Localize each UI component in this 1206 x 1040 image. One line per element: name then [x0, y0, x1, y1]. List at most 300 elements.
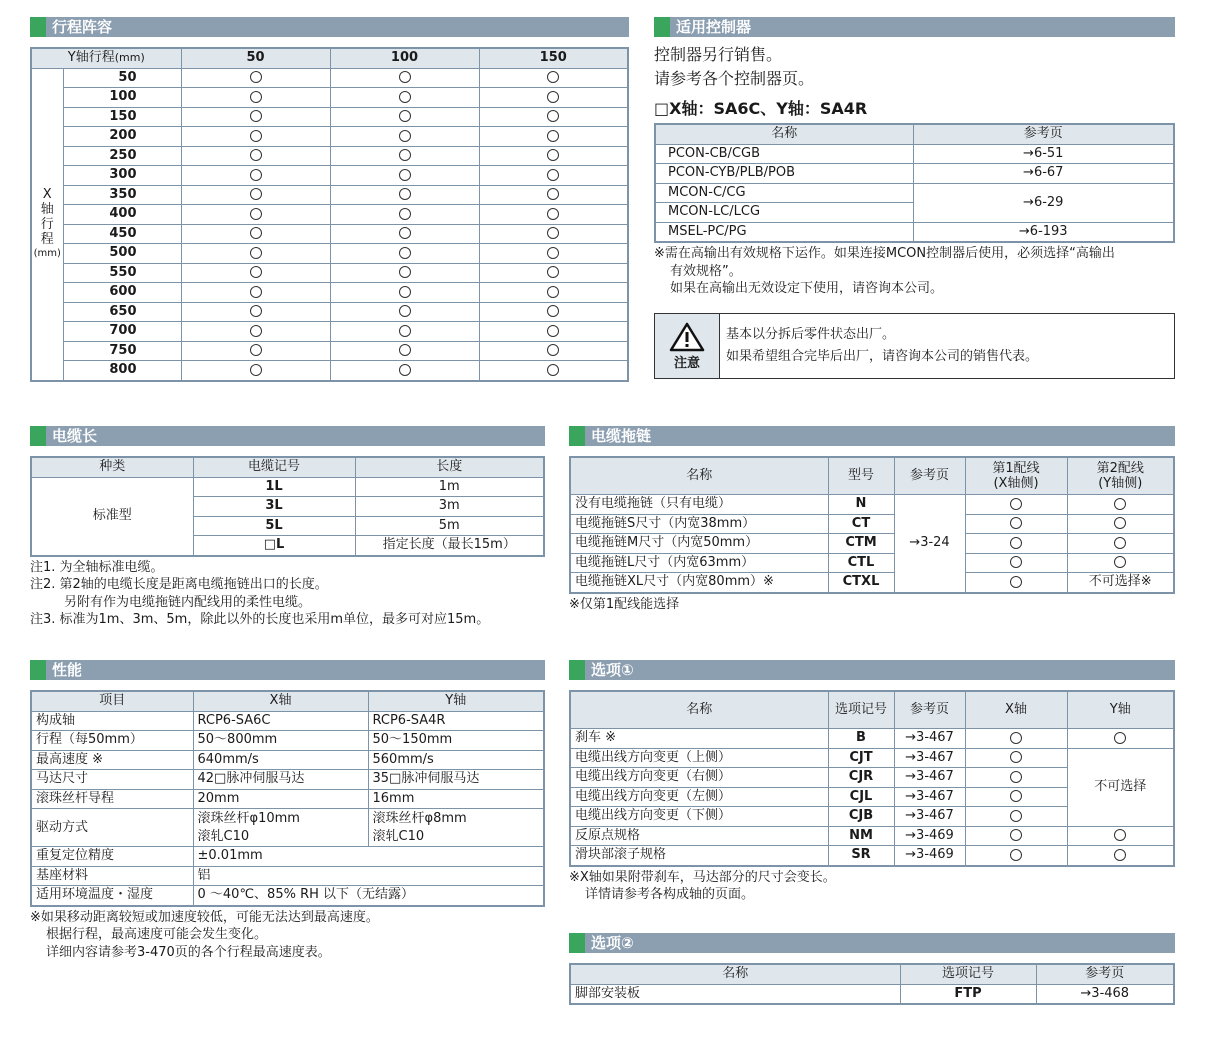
perf-x: 50～800mm	[193, 731, 368, 751]
chain-col-wire1: 第1配线 (X轴侧)	[965, 457, 1067, 495]
controller-subtitle: □X轴：SA6C、Y轴：SA4R	[654, 99, 868, 118]
chain-wire2	[1067, 534, 1174, 554]
performance-section	[30, 660, 545, 961]
option1-header: 选项①	[569, 660, 1175, 680]
table-row	[655, 183, 1174, 203]
perf-y: 16mm	[368, 789, 544, 809]
stroke-cell	[330, 224, 479, 244]
x-value: 100	[63, 88, 181, 108]
caution-line-2: 如果希望组合完毕后出厂，请咨询本公司的销售代表。	[726, 349, 1039, 364]
x-value: 600	[63, 283, 181, 303]
available-circle-icon	[547, 344, 559, 356]
caution-line-1: 基本以分拆后零件状态出厂。	[726, 327, 896, 342]
option2-head-row	[570, 964, 1174, 984]
available-circle-icon	[547, 305, 559, 317]
cable-col-length: 长度	[355, 457, 544, 477]
table-row	[31, 809, 544, 847]
table-row	[31, 731, 544, 751]
controller-ref: →6-51	[913, 144, 1174, 164]
stroke-cell	[330, 341, 479, 361]
x-value: 750	[63, 341, 181, 361]
cable-chain-table	[569, 456, 1175, 594]
performance-header: 性能	[30, 660, 545, 680]
perf-item: 构成轴	[31, 711, 193, 731]
available-circle-icon	[1114, 517, 1126, 529]
opt1-name: 电缆出线方向变更（上侧）	[570, 748, 828, 768]
x-value: 50	[63, 68, 181, 88]
available-circle-icon	[1114, 556, 1126, 568]
opt1-name: 电缆出线方向变更（下侧）	[570, 807, 828, 827]
opt1-col-name: 名称	[570, 691, 828, 729]
cable-length: 指定长度（最长15m）	[355, 536, 544, 556]
perf-value: 0 ～40℃、85% RH 以下（无结露）	[193, 886, 544, 906]
stroke-cell	[181, 68, 330, 88]
opt1-ref: →3-467	[894, 787, 965, 807]
stroke-cell	[181, 244, 330, 264]
available-circle-icon	[547, 149, 559, 161]
cable-code: □L	[193, 536, 355, 556]
opt1-col-ref: 参考页	[894, 691, 965, 729]
stroke-cell	[479, 88, 628, 108]
stroke-cell	[330, 361, 479, 381]
x-stroke-label	[31, 68, 63, 381]
available-circle-icon	[1010, 751, 1022, 763]
cable-code: 3L	[193, 497, 355, 517]
perf-value: ±0.01mm	[193, 847, 544, 867]
controller-col-ref: 参考页	[913, 124, 1174, 144]
opt1-y	[1067, 729, 1174, 749]
stroke-cell	[330, 283, 479, 303]
opt1-code: NM	[828, 826, 894, 846]
controller-ref: →6-193	[913, 222, 1174, 242]
table-row	[31, 847, 544, 867]
stroke-cell	[479, 244, 628, 264]
controller-name: MCON-C/CG	[655, 183, 913, 203]
stroke-cell	[330, 302, 479, 322]
controller-intro-1: 控制器另行销售。	[654, 45, 783, 64]
x-stroke-label-char: 行	[40, 217, 54, 232]
available-circle-icon	[250, 71, 262, 83]
table-row	[31, 205, 628, 225]
available-circle-icon	[399, 227, 411, 239]
chain-ref: →3-24	[894, 495, 965, 593]
available-circle-icon	[1114, 537, 1126, 549]
stroke-lineup-section	[30, 17, 629, 382]
perf-note-3: 详细内容请参考3-470页的各个行程最高速度表。	[46, 944, 331, 960]
table-row	[31, 88, 628, 108]
perf-y: 35□脉冲伺服马达	[368, 770, 544, 790]
chain-model: CTM	[828, 534, 894, 554]
y-value-2: 150	[479, 48, 628, 68]
stroke-cell	[181, 107, 330, 127]
chain-name: 电缆拖链XL尺寸（内宽80mm）※	[570, 573, 828, 593]
cable-chain-head-row	[570, 457, 1174, 495]
available-circle-icon	[1114, 829, 1126, 841]
opt1-ref: →3-467	[894, 729, 965, 749]
cable-length-head-row	[31, 457, 544, 477]
perf-value: 铝	[193, 866, 544, 886]
table-row	[31, 770, 544, 790]
table-row	[31, 107, 628, 127]
available-circle-icon	[547, 364, 559, 376]
opt1-ref: →3-467	[894, 768, 965, 788]
cable-chain-header: 电缆拖链	[569, 426, 1175, 446]
cable-length-table	[30, 456, 545, 557]
x-stroke-label-char: 程	[40, 232, 54, 247]
stroke-cell	[479, 322, 628, 342]
perf-item: 基座材料	[31, 866, 193, 886]
available-circle-icon	[250, 188, 262, 200]
perf-item: 驱动方式	[31, 809, 193, 847]
opt1-code: B	[828, 729, 894, 749]
cable-col-type: 种类	[31, 457, 193, 477]
x-value: 200	[63, 127, 181, 147]
opt1-code: SR	[828, 846, 894, 866]
table-row	[31, 146, 628, 166]
table-row	[570, 826, 1174, 846]
opt1-name: 电缆出线方向变更（右侧）	[570, 768, 828, 788]
table-row	[570, 748, 1174, 768]
stroke-cell	[181, 341, 330, 361]
cable-code: 5L	[193, 516, 355, 536]
stroke-cell	[330, 185, 479, 205]
controller-note-1: ※需在高输出有效规格下运作。如果连接MCON控制器后使用，必须选择“高输出	[654, 246, 1115, 261]
stroke-cell	[181, 302, 330, 322]
controller-intro-2: 请参考各个控制器页。	[654, 69, 815, 88]
perf-x: 640mm/s	[193, 750, 368, 770]
stroke-cell	[330, 88, 479, 108]
controller-notes	[654, 245, 1175, 298]
chain-wire2	[1067, 495, 1174, 515]
stroke-cell	[479, 146, 628, 166]
available-circle-icon	[250, 344, 262, 356]
stroke-cell	[330, 244, 479, 264]
cable-note-1: 注1. 为全轴标准电缆。	[30, 559, 164, 575]
chain-col-model: 型号	[828, 457, 894, 495]
available-circle-icon	[399, 266, 411, 278]
available-circle-icon	[1010, 732, 1022, 744]
available-circle-icon	[250, 364, 262, 376]
controller-head-row	[655, 124, 1174, 144]
perf-x: 42□脉冲伺服马达	[193, 770, 368, 790]
stroke-cell	[330, 166, 479, 186]
available-circle-icon	[547, 227, 559, 239]
opt1-not-selectable: 不可选择	[1067, 748, 1174, 826]
available-circle-icon	[399, 286, 411, 298]
warning-triangle-icon	[669, 322, 705, 352]
available-circle-icon	[250, 247, 262, 259]
available-circle-icon	[399, 130, 411, 142]
x-value: 250	[63, 146, 181, 166]
cable-chain-section	[569, 426, 1175, 613]
available-circle-icon	[1010, 556, 1022, 568]
stroke-cell	[330, 68, 479, 88]
available-circle-icon	[250, 325, 262, 337]
opt1-y	[1067, 846, 1174, 866]
controller-ref: →6-29	[913, 183, 1174, 222]
table-row	[31, 711, 544, 731]
stroke-cell	[181, 146, 330, 166]
available-circle-icon	[547, 110, 559, 122]
available-circle-icon	[250, 208, 262, 220]
opt1-note-1: ※X轴如果附带刹车，马达部分的尺寸会变长。	[569, 869, 836, 885]
available-circle-icon	[1010, 498, 1022, 510]
perf-x: 滚珠丝杆φ10mm 滚轧C10	[193, 809, 368, 847]
opt1-name: 刹车 ※	[570, 729, 828, 749]
chain-model: CTL	[828, 553, 894, 573]
stroke-cell	[479, 68, 628, 88]
table-row	[31, 750, 544, 770]
opt1-name: 电缆出线方向变更（左侧）	[570, 787, 828, 807]
available-circle-icon	[399, 247, 411, 259]
available-circle-icon	[399, 71, 411, 83]
chain-col-name: 名称	[570, 457, 828, 495]
stroke-cell	[181, 127, 330, 147]
available-circle-icon	[1114, 498, 1126, 510]
stroke-cell	[479, 185, 628, 205]
chain-wire1	[965, 534, 1067, 554]
opt1-note-2: 详情请参考各构成轴的页面。	[585, 887, 755, 902]
x-value: 300	[63, 166, 181, 186]
table-row	[570, 553, 1174, 573]
y-stroke-label: Y轴行程(mm)	[31, 48, 181, 68]
option1-section	[569, 660, 1175, 904]
table-row	[31, 361, 628, 381]
chain-wire2: 不可选择※	[1067, 573, 1174, 593]
x-value: 150	[63, 107, 181, 127]
stroke-cell	[181, 322, 330, 342]
table-row	[31, 886, 544, 906]
stroke-cell	[181, 361, 330, 381]
performance-head-row	[31, 691, 544, 711]
perf-note-1: ※如果移动距离较短或加速度较低，可能无法达到最高速度。	[30, 909, 379, 925]
chain-model: N	[828, 495, 894, 515]
table-row	[31, 477, 544, 497]
caution-label-block	[655, 314, 720, 378]
available-circle-icon	[250, 305, 262, 317]
perf-item: 适用环境温度・湿度	[31, 886, 193, 906]
chain-name: 电缆拖链S尺寸（内宽38mm）	[570, 514, 828, 534]
stroke-cell	[181, 224, 330, 244]
stroke-lineup-header: 行程阵容	[30, 17, 629, 37]
x-stroke-label-char: 轴	[40, 202, 54, 217]
option1-table	[569, 690, 1175, 867]
available-circle-icon	[250, 130, 262, 142]
stroke-cell	[479, 302, 628, 322]
opt1-code: CJL	[828, 787, 894, 807]
opt1-x	[965, 768, 1067, 788]
x-value: 700	[63, 322, 181, 342]
table-row	[570, 495, 1174, 515]
perf-col-item: 项目	[31, 691, 193, 711]
table-row	[31, 166, 628, 186]
available-circle-icon	[1010, 771, 1022, 783]
available-circle-icon	[399, 208, 411, 220]
controller-header: 适用控制器	[654, 17, 1175, 37]
table-row	[31, 341, 628, 361]
controller-name: MSEL-PC/PG	[655, 222, 913, 242]
perf-y: 滚珠丝杆φ8mm 滚轧C10	[368, 809, 544, 847]
controller-note-3: 如果在高输出无效设定下使用，请咨询本公司。	[670, 281, 944, 296]
x-value: 800	[63, 361, 181, 381]
available-circle-icon	[399, 364, 411, 376]
available-circle-icon	[399, 110, 411, 122]
opt1-ref: →3-467	[894, 748, 965, 768]
available-circle-icon	[1114, 849, 1126, 861]
option2-header: 选项②	[569, 933, 1175, 953]
available-circle-icon	[547, 208, 559, 220]
perf-col-y: Y轴	[368, 691, 544, 711]
opt1-code: CJR	[828, 768, 894, 788]
opt1-name: 反原点规格	[570, 826, 828, 846]
x-value: 450	[63, 224, 181, 244]
perf-y: 560mm/s	[368, 750, 544, 770]
available-circle-icon	[1010, 790, 1022, 802]
available-circle-icon	[250, 227, 262, 239]
perf-item: 行程（每50mm）	[31, 731, 193, 751]
controller-note-2: 有效规格”。	[670, 263, 742, 279]
caution-box	[654, 313, 1175, 379]
stroke-cell	[479, 205, 628, 225]
opt1-code: CJT	[828, 748, 894, 768]
available-circle-icon	[250, 91, 262, 103]
chain-model: CT	[828, 514, 894, 534]
opt1-col-x: X轴	[965, 691, 1067, 729]
table-row	[31, 185, 628, 205]
stroke-cell	[181, 205, 330, 225]
table-row	[570, 514, 1174, 534]
stroke-cell	[330, 127, 479, 147]
controller-name: MCON-LC/LCG	[655, 203, 913, 223]
stroke-cell	[330, 107, 479, 127]
available-circle-icon	[399, 188, 411, 200]
cable-length: 3m	[355, 497, 544, 517]
perf-x: 20mm	[193, 789, 368, 809]
available-circle-icon	[1010, 537, 1022, 549]
opt1-ref: →3-469	[894, 846, 965, 866]
chain-wire1	[965, 573, 1067, 593]
available-circle-icon	[399, 305, 411, 317]
controller-ref: →6-67	[913, 164, 1174, 184]
available-circle-icon	[250, 266, 262, 278]
perf-note-2: 根据行程，最高速度可能会发生变化。	[46, 927, 268, 942]
available-circle-icon	[547, 188, 559, 200]
x-value: 550	[63, 263, 181, 283]
cable-note-2b: 另附有作为电缆拖链内配线用的柔性电缆。	[64, 594, 312, 610]
stroke-cell	[181, 283, 330, 303]
chain-name: 电缆拖链M尺寸（内宽50mm）	[570, 534, 828, 554]
cable-note-2: 注2. 第2轴的电缆长度是距离电缆拖链出口的长度。	[30, 577, 328, 592]
available-circle-icon	[547, 247, 559, 259]
stroke-cell	[479, 166, 628, 186]
stroke-cell	[330, 263, 479, 283]
option1-head-row	[570, 691, 1174, 729]
table-row	[655, 164, 1174, 184]
chain-name: 没有电缆拖链（只有电缆）	[570, 495, 828, 515]
available-circle-icon	[399, 91, 411, 103]
performance-table	[30, 690, 545, 907]
opt1-x	[965, 826, 1067, 846]
x-value: 350	[63, 185, 181, 205]
cable-length-section	[30, 426, 545, 629]
available-circle-icon	[399, 325, 411, 337]
available-circle-icon	[547, 91, 559, 103]
opt1-ref: →3-469	[894, 826, 965, 846]
opt1-x	[965, 787, 1067, 807]
stroke-cell	[181, 263, 330, 283]
option2-section	[569, 933, 1175, 1005]
cable-length: 1m	[355, 477, 544, 497]
available-circle-icon	[250, 110, 262, 122]
perf-x: RCP6-SA6C	[193, 711, 368, 731]
available-circle-icon	[399, 169, 411, 181]
stroke-cell	[479, 107, 628, 127]
available-circle-icon	[547, 286, 559, 298]
available-circle-icon	[547, 71, 559, 83]
x-stroke-label-char: X	[42, 187, 52, 202]
table-row	[570, 729, 1174, 749]
opt1-col-code: 选项记号	[828, 691, 894, 729]
cable-chain-note: ※仅第1配线能选择	[569, 596, 680, 612]
stroke-cell	[479, 263, 628, 283]
available-circle-icon	[1114, 732, 1126, 744]
x-value: 650	[63, 302, 181, 322]
chain-wire1	[965, 553, 1067, 573]
available-circle-icon	[250, 169, 262, 181]
opt1-x	[965, 748, 1067, 768]
caution-label: 注意	[673, 355, 700, 371]
opt1-col-y: Y轴	[1067, 691, 1174, 729]
table-row	[31, 244, 628, 264]
available-circle-icon	[1010, 810, 1022, 822]
option1-notes	[569, 869, 1175, 904]
available-circle-icon	[1010, 576, 1022, 588]
opt2-ref: →3-468	[1036, 984, 1174, 1004]
stroke-lineup-table	[30, 47, 629, 382]
controller-name: PCON-CYB/PLB/POB	[655, 164, 913, 184]
stroke-cell	[181, 166, 330, 186]
opt1-x	[965, 729, 1067, 749]
table-row	[31, 263, 628, 283]
available-circle-icon	[399, 149, 411, 161]
chain-name: 电缆拖链L尺寸（内宽63mm）	[570, 553, 828, 573]
cable-length: 5m	[355, 516, 544, 536]
available-circle-icon	[250, 286, 262, 298]
table-row	[31, 789, 544, 809]
cable-col-code: 电缆记号	[193, 457, 355, 477]
available-circle-icon	[547, 169, 559, 181]
chain-wire2	[1067, 553, 1174, 573]
available-circle-icon	[547, 130, 559, 142]
perf-item: 重复定位精度	[31, 847, 193, 867]
table-row	[31, 302, 628, 322]
cable-length-header: 电缆长	[30, 426, 545, 446]
x-value: 400	[63, 205, 181, 225]
table-row	[31, 866, 544, 886]
stroke-cell	[479, 127, 628, 147]
available-circle-icon	[250, 149, 262, 161]
available-circle-icon	[1010, 517, 1022, 529]
opt2-col-ref: 参考页	[1036, 964, 1174, 984]
table-row	[31, 283, 628, 303]
stroke-cell	[479, 224, 628, 244]
table-row	[570, 984, 1174, 1004]
stroke-cell	[479, 361, 628, 381]
perf-item: 滚珠丝杆导程	[31, 789, 193, 809]
stroke-cell	[479, 283, 628, 303]
stroke-lineup-head-row	[31, 48, 628, 68]
opt1-ref: →3-467	[894, 807, 965, 827]
